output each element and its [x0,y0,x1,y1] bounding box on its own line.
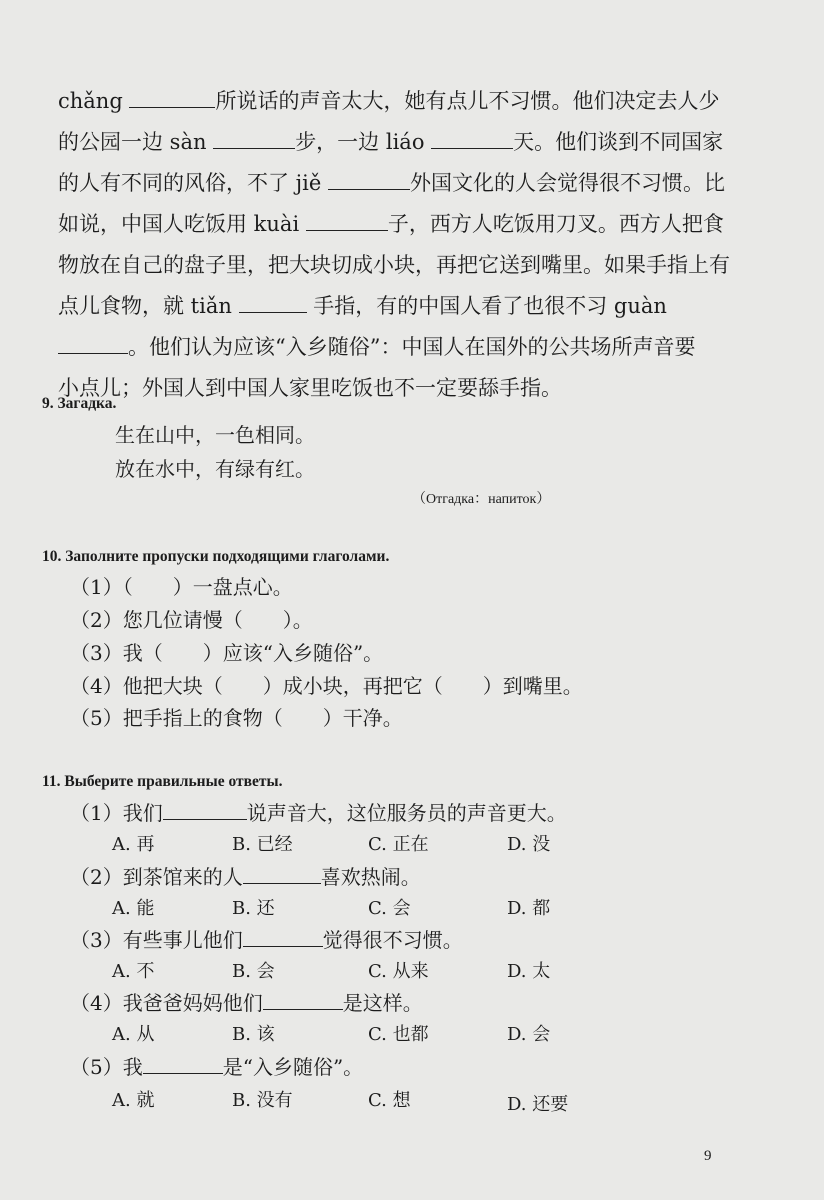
exercise-10-heading: 10. Заполните пропуски подходящими глаголами. [42,548,390,565]
answer-slot[interactable] [283,703,323,733]
paragraph-line-1: chǎng 所说话的声音太大，她有点儿不习惯。他们决定去人少 [58,89,720,113]
ex11-q4-option-c[interactable]: C. 也都 [368,1024,429,1045]
ex10-item-5: （5）把手指上的食物（ ）干净。 [70,703,403,733]
ex11-q5-option-b[interactable]: B. 没有 [232,1090,293,1111]
ex11-q4-option-d[interactable]: D. 会 [507,1024,551,1045]
ex11-q2-option-a[interactable]: A. 能 [112,898,155,919]
ex11-question-5: （5）我 是“入乡随俗”。 [70,1055,364,1079]
ex10-item-4: （4）他把大块（ ）成小块，再把它（ ）到嘴里。 [70,671,583,701]
fill-blank[interactable] [239,294,307,313]
ex11-q5-option-a[interactable]: A. 就 [112,1090,155,1111]
paragraph-line-7: 。他们认为应该“入乡随俗”：中国人在国外的公共场所声音要 [58,332,695,362]
fill-blank[interactable] [143,1055,223,1074]
ex11-q2-option-c[interactable]: C. 会 [368,898,411,919]
paragraph-line-4: 如说，中国人吃饭用 kuài 子，西方人吃饭用刀叉。西方人把食 [58,212,724,236]
ex11-question-3: （3）有些事儿他们 觉得很不习惯。 [70,928,463,952]
ex11-q1-option-b[interactable]: B. 已经 [232,834,293,855]
ex11-q1-option-c[interactable]: C. 正在 [368,834,429,855]
riddle-answer-hint: （Отгадка：напиток） [412,492,551,507]
ex11-q3-option-c[interactable]: C. 从来 [368,961,429,982]
answer-slot[interactable] [163,638,203,668]
paragraph-line-6: 点儿食物，就 tiǎn 手指，有的中国人看了也很不习 guàn [58,294,667,318]
ex11-question-2: （2）到茶馆来的人 喜欢热闹。 [70,865,421,889]
fill-blank[interactable] [328,171,410,190]
paragraph-line-3: 的人有不同的风俗，不了 jiě 外国文化的人会觉得很不习惯。比 [58,171,726,195]
fill-blank[interactable] [163,801,247,820]
exercise-9-heading: 9. Загадка. [42,395,117,412]
ex10-item-3: （3）我（ ）应该“入乡随俗”。 [70,638,383,668]
ex11-q3-option-b[interactable]: B. 会 [232,961,275,982]
fill-blank[interactable] [243,928,323,947]
page-number: 9 [704,1148,712,1164]
fill-blank[interactable] [263,991,343,1010]
fill-blank[interactable] [129,89,215,108]
ex11-q3-option-d[interactable]: D. 太 [507,961,551,982]
ex11-q2-option-b[interactable]: B. 还 [232,898,275,919]
exercise-11-heading: 11. Выберите правильные ответы. [42,773,283,790]
answer-slot[interactable] [443,671,483,701]
ex10-item-2: （2）您几位请慢（ ）。 [70,605,313,635]
ex11-question-1: （1）我们 说声音大，这位服务员的声音更大。 [70,801,567,825]
ex11-q3-option-a[interactable]: A. 不 [112,961,155,982]
fill-blank[interactable] [306,212,388,231]
ex11-q1-option-d[interactable]: D. 没 [507,834,551,855]
answer-slot[interactable] [243,605,283,635]
riddle-line-1: 生在山中，一色相同。 [115,423,315,447]
fill-blank[interactable] [213,130,295,149]
ex11-q5-option-d[interactable]: D. 还要 [507,1094,569,1115]
paragraph-line-5: 物放在自己的盘子里，把大块切成小块，再把它送到嘴里。如果手指上有 [58,253,730,277]
ex11-question-4: （4）我爸爸妈妈他们 是这样。 [70,991,423,1015]
fill-blank[interactable] [431,130,513,149]
fill-blank[interactable] [58,335,128,354]
ex11-q4-option-b[interactable]: B. 该 [232,1024,275,1045]
answer-slot[interactable] [223,671,263,701]
ex11-q4-option-a[interactable]: A. 从 [112,1024,155,1045]
ex10-item-1: （1）（ ）一盘点心。 [70,572,293,602]
ex11-q2-option-d[interactable]: D. 都 [507,898,551,919]
paragraph-line-8: 小点儿；外国人到中国人家里吃饭也不一定要舔手指。 [58,376,562,400]
paragraph-line-2: 的公园一边 sàn 步，一边 liáo 天。他们谈到不同国家 [58,130,724,154]
answer-slot[interactable] [133,572,173,602]
riddle-line-2: 放在水中，有绿有红。 [115,457,315,481]
ex11-q1-option-a[interactable]: A. 再 [112,834,155,855]
ex11-q5-option-c[interactable]: C. 想 [368,1090,411,1111]
fill-blank[interactable] [243,865,321,884]
